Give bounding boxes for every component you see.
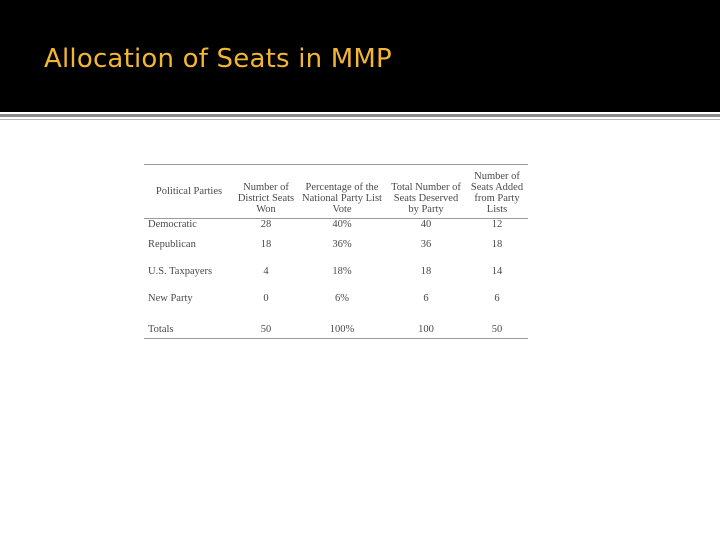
header-total-seats-deserved: Total Number of Seats Deserved by Party [386, 165, 466, 219]
slide-title: Allocation of Seats in MMP [44, 44, 392, 74]
list-vote-percentage: 36% [332, 239, 352, 250]
table-row [144, 293, 528, 320]
party-name: Democratic [148, 219, 197, 230]
table-row [144, 239, 528, 266]
header-political-parties: Political Parties [144, 165, 234, 219]
district-seats-won: 4 [263, 266, 269, 277]
divider-line-thick [0, 114, 720, 117]
district-seats-won: 28 [260, 219, 272, 230]
seat-allocation-table-image [144, 164, 528, 344]
totals-label: Totals [144, 320, 234, 339]
header-national-list-vote-percentage: Percentage of the National Party List Vote [298, 165, 386, 219]
divider-line-thin [0, 119, 720, 120]
party-name: U.S. Taxpayers [148, 266, 213, 277]
table-header-row [144, 165, 528, 219]
total-vote-percentage: 100% [298, 320, 386, 339]
total-seats-deserved: 36 [420, 239, 432, 250]
total-seats-deserved: 6 [423, 293, 429, 304]
table-row [144, 219, 528, 240]
district-seats-won: 0 [263, 293, 269, 304]
seats-added: 14 [491, 266, 503, 277]
seats-added: 12 [491, 219, 503, 230]
list-vote-percentage: 40% [332, 219, 352, 230]
party-name: Republican [148, 239, 196, 250]
seats-added: 6 [494, 293, 500, 304]
list-vote-percentage: 6% [335, 293, 349, 304]
table-row [144, 266, 528, 293]
total-district-seats: 50 [234, 320, 298, 339]
header-seats-added-from-lists: Number of Seats Added from Party Lists [466, 165, 528, 219]
seat-allocation-table [144, 164, 528, 339]
title-bar [0, 0, 720, 112]
total-seats-added: 50 [466, 320, 528, 339]
district-seats-won: 18 [260, 239, 272, 250]
header-district-seats-won: Number of District Seats Won [234, 165, 298, 219]
total-seats-deserved: 100 [386, 320, 466, 339]
totals-row [144, 320, 528, 339]
total-seats-deserved: 18 [420, 266, 432, 277]
seats-added: 18 [491, 239, 503, 250]
party-name: New Party [148, 293, 193, 304]
list-vote-percentage: 18% [332, 266, 352, 277]
total-seats-deserved: 40 [420, 219, 432, 230]
